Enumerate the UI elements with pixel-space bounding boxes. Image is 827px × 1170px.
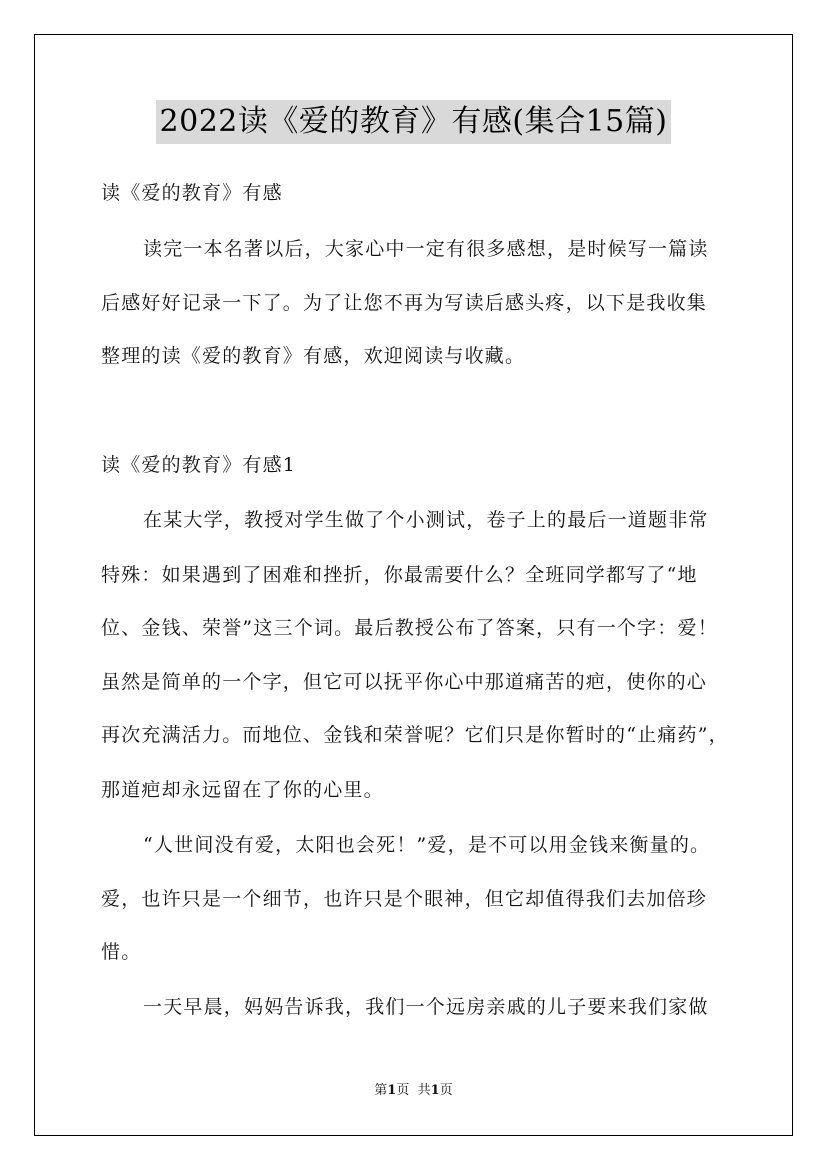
para2-line-1: “人世间没有爱，太阳也会死！”爱，是不可以用金钱来衡量的。	[143, 834, 711, 856]
para1-line-2: 特殊：如果遇到了困难和挫折，你最需要什么？全班同学都写了“地	[101, 564, 698, 586]
para1-line-3: 位、金钱、荣誉”这三个词。最后教授公布了答案，只有一个字：爱！	[101, 617, 718, 639]
footer-total-number: 1	[430, 1083, 440, 1098]
footer-page-suffix: 页	[396, 1083, 410, 1098]
title-container	[0, 100, 827, 144]
para2-line-3: 惜。	[101, 941, 142, 963]
para1-line-6: 那道疤却永远留在了你的心里。	[101, 779, 384, 801]
document-title: 2022读《爱的教育》有感(集合15篇)	[156, 100, 672, 144]
section1-heading: 读《爱的教育》有感1	[101, 454, 297, 476]
intro-line-3: 整理的读《爱的教育》有感，欢迎阅读与收藏。	[101, 345, 526, 367]
intro-heading: 读《爱的教育》有感	[101, 182, 283, 204]
intro-line-1: 读完一本名著以后，大家心中一定有很多感想，是时候写一篇读	[143, 238, 709, 260]
para1-line-1: 在某大学，教授对学生做了个小测试，卷子上的最后一道题非常	[143, 509, 709, 531]
footer-page-number: 1	[387, 1083, 397, 1098]
para1-line-4: 虽然是简单的一个字，但它可以抚平你心中那道痛苦的疤，使你的心	[101, 671, 708, 693]
page-footer	[0, 1082, 827, 1100]
para2-line-2: 爱，也许只是一个细节，也许只是个眼神，但它却值得我们去加倍珍	[101, 888, 708, 910]
footer-total-suffix: 页	[439, 1083, 453, 1098]
para3-line-1: 一天早晨，妈妈告诉我，我们一个远房亲戚的儿子要来我们家做	[143, 996, 709, 1018]
footer-total-prefix: 共	[417, 1083, 431, 1098]
intro-line-2: 后感好好记录一下了。为了让您不再为写读后感头疼，以下是我收集	[101, 292, 708, 314]
para1-line-5: 再次充满活力。而地位、金钱和荣誉呢？它们只是你暂时的“止痛药”，	[101, 724, 729, 746]
footer-page-prefix: 第	[374, 1083, 388, 1098]
